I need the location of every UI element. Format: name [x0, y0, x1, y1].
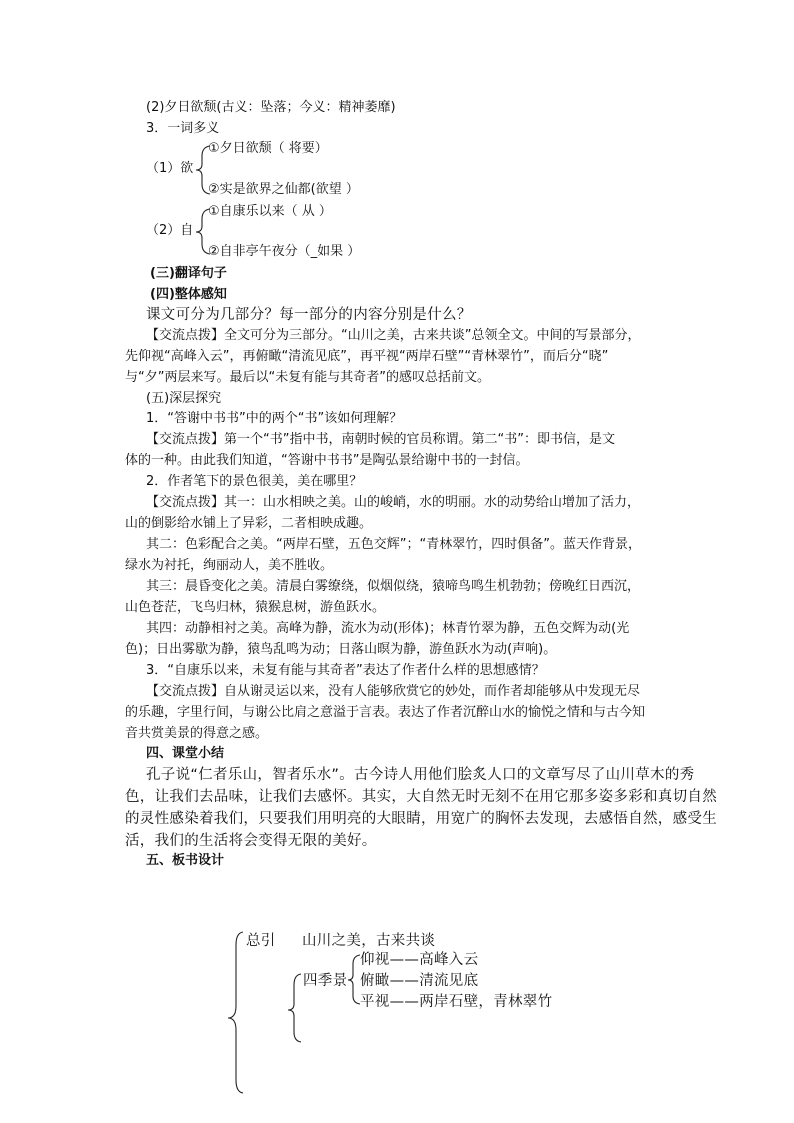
- board-pingshi: 平视——两岸石壁，青林翠竹: [360, 994, 553, 1010]
- summary-line: 孔子说“仁者乐山，智者乐水”。古今诗人用他们脍炙人口的文章写尽了山川草木的秀: [146, 767, 695, 783]
- brace-yu: [196, 146, 210, 194]
- heading-board-design: 五、板书设计: [146, 853, 225, 868]
- answer-beauty-line: 其二：色彩配合之美。“两岸石壁，五色交辉”；“青林翠竹，四时俱备”。蓝天作背景，: [146, 537, 641, 552]
- polysemy-zi-sense-2: ②自非亭午夜分（_如果 ）: [208, 244, 361, 259]
- heading-deep: (五)深层探究: [146, 391, 222, 406]
- board-title: 山川之美，古来共谈: [302, 933, 436, 949]
- question-parts: 课文可分为几部分？每一部分的内容分别是什么？: [146, 307, 472, 323]
- board-fukan: 俯瞰——清流见底: [360, 973, 479, 989]
- answer-beauty-line: 其三：晨昏变化之美。清晨白雾缭绕，似烟似绕，猿啼鸟鸣生机勃勃；傍晚红日西沉，: [146, 579, 641, 594]
- answer-shu-line: 【交流点拨】第一个“书”指中书，南朝时候的官员称谓。第二“书”：即书信，是文: [146, 432, 615, 447]
- board-zongyin: 总引: [246, 933, 276, 949]
- polysemy-yu-sense-2: ②实是欲界之仙都(欲望 ）: [208, 182, 359, 197]
- brace-siji: [288, 974, 301, 1042]
- answer-parts-line: 与“夕”两层来写。最后以“未复有能与其奇者”的感叹总括前文。: [125, 370, 490, 385]
- answer-feeling-line: 【交流点拨】自从谢灵运以来，没有人能够欣赏它的妙处，而作者却能够从中发现无尽: [146, 684, 641, 699]
- answer-parts-line: 先仰视“高峰入云”，再俯瞰“清流见底”，再平视“两岸石壁”“青林翠竹”，而后分“晓”: [125, 349, 609, 364]
- answer-beauty-line: 【交流点拨】其一：山水相映之美。山的峻峭，水的明丽。水的动势给山增加了活力，: [146, 495, 641, 510]
- heading-overall: (四)整体感知: [150, 287, 227, 302]
- polysemy-label-yu: （1）欲: [146, 161, 194, 176]
- answer-beauty-line: 山色苍茫，飞鸟归林，猿猴息树，游鱼跃水。: [125, 600, 386, 615]
- polysemy-label-zi: （2）自: [146, 223, 194, 238]
- brace-views: [348, 955, 360, 1004]
- heading-translate: (三)翻译句子: [150, 266, 227, 281]
- polysemy-yu-sense-1: ①夕日欲颓（ 将要）: [208, 141, 328, 156]
- question-beauty: 2．作者笔下的景色很美，美在哪里？: [146, 474, 363, 489]
- line-gujin-yiyi: (2)夕日欲颓(古义：坠落；今义：精神萎靡): [146, 100, 396, 115]
- answer-beauty-line: 色)；日出雾歇为静，猿鸟乱鸣为动；日落山暝为静，游鱼跃水为动(声响)。: [125, 642, 557, 657]
- answer-shu-line: 体的一种。由此我们知道，“答谢中书书”是陶弘景给谢中书的一封信。: [125, 453, 529, 468]
- board-siji: 四季景: [303, 973, 348, 989]
- summary-line: 色，让我们去品味，让我们去感怀。其实，大自然无时无刻不在用它那多姿多彩和真切自然: [125, 789, 717, 805]
- brace-board-main: [228, 932, 243, 1093]
- summary-line: 的灵性感染着我们，只要我们用明亮的大眼睛，用宽广的胸怀去发现，去感悟自然，感受生: [125, 811, 717, 827]
- heading-yici-duoyi: 3．一词多义: [146, 121, 220, 136]
- answer-feeling-line: 的乐趣，字里行间，与谢公比肩之意溢于言表。表达了作者沉醉山水的愉悦之情和与古今知: [125, 705, 646, 720]
- summary-line: 活，我们的生活将会变得无限的美好。: [125, 833, 377, 849]
- question-feeling: 3．“自康乐以来，未复有能与其奇者”表达了作者什么样的思想感情？: [146, 663, 545, 678]
- answer-beauty-line: 其四：动静相衬之美。高峰为静，流水为动(形体)；林青竹翠为静，五色交辉为动(光: [146, 621, 630, 636]
- heading-summary: 四、课堂小结: [146, 746, 225, 761]
- polysemy-zi-sense-1: ①自康乐以来（ 从 ）: [208, 204, 332, 219]
- brace-zi: [196, 209, 210, 254]
- board-yangshi: 仰视——高峰入云: [360, 952, 479, 968]
- answer-beauty-line: 绿水为衬托，绚丽动人，美不胜收。: [125, 558, 334, 573]
- answer-parts-line: 【交流点拨】全文可分为三部分。“山川之美，古来共谈”总领全文。中间的写景部分，: [146, 328, 641, 343]
- answer-beauty-line: 山的倒影给水铺上了异彩，二者相映成趣。: [125, 516, 373, 531]
- question-shu: 1．“答谢中书书”中的两个“书”该如何理解？: [146, 411, 403, 426]
- answer-feeling-line: 音共赏美景的得意之感。: [125, 726, 269, 741]
